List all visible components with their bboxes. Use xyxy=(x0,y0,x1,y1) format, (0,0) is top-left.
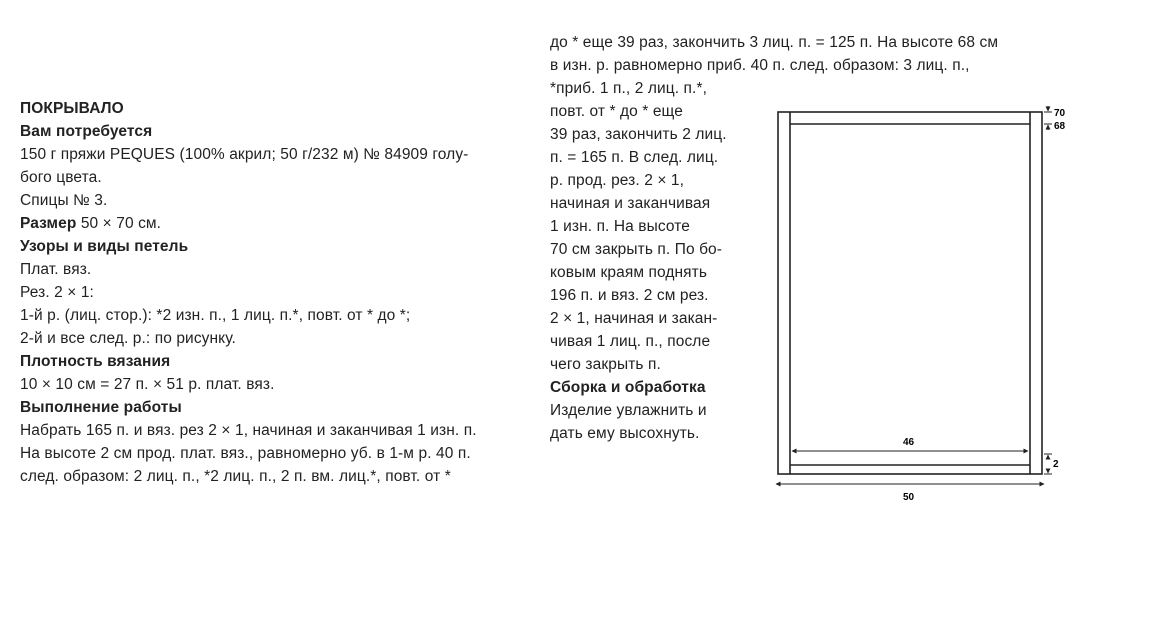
continuation-line-6: п. = 165 п. В след. лиц. xyxy=(550,149,719,166)
pattern-line-3: 1-й р. (лиц. стор.): *2 изн. п., 1 лиц. п.*, повт. от * до *; xyxy=(20,307,411,324)
pattern-line-4: 2-й и все след. р.: по рисунку. xyxy=(20,330,236,347)
section-heading-materials: Вам потребуется xyxy=(20,123,153,140)
continuation-line-11: ковым краям поднять xyxy=(550,264,708,281)
assembly-line-2: дать ему высохнуть. xyxy=(550,425,700,442)
pattern-line-2: Рез. 2 × 1: xyxy=(20,284,94,301)
section-heading-assembly: Сборка и обработка xyxy=(550,379,706,396)
needles-line: Спицы № 3. xyxy=(20,192,108,209)
continuation-line-2: в изн. р. равномерно приб. 40 п. след. образом: 3 лиц. п., xyxy=(550,57,970,74)
label-height-70: 70 xyxy=(1054,108,1066,119)
border-dimension-bottom xyxy=(1044,454,1052,474)
continuation-line-14: чивая 1 лиц. п., после xyxy=(550,333,711,350)
section-heading-size: Размер xyxy=(20,215,77,232)
height-dimension-top xyxy=(1044,106,1052,130)
continuation-line-5: 39 раз, закончить 2 лиц. xyxy=(550,126,727,143)
continuation-line-10: 70 см закрыть п. По бо- xyxy=(550,241,723,258)
section-heading-gauge: Плотность вязания xyxy=(20,353,171,370)
materials-line-1: 150 г пряжи PEQUES (100% акрил; 50 г/232 м) № 84909 голу- xyxy=(20,146,469,163)
assembly-line-1: Изделие увлажнить и xyxy=(550,402,707,419)
label-border-2: 2 xyxy=(1053,459,1059,470)
pattern-title: ПОКРЫВАЛО xyxy=(20,100,124,117)
continuation-line-1: до * еще 39 раз, закончить 3 лиц. п. = 125 п. На высоте 68 см xyxy=(550,34,999,51)
materials-line-2: бого цвета. xyxy=(20,169,102,186)
label-width-50: 50 xyxy=(903,492,915,503)
label-height-68: 68 xyxy=(1054,121,1066,132)
section-heading-instructions: Выполнение работы xyxy=(20,399,182,416)
size-line xyxy=(20,212,161,235)
gauge-line: 10 × 10 см = 27 п. × 51 р. плат. вяз. xyxy=(20,376,275,393)
continuation-line-13: 2 × 1, начиная и закан- xyxy=(550,310,718,327)
continuation-line-3: *приб. 1 п., 2 лиц. п.*, xyxy=(550,80,707,97)
continuation-line-7: р. прод. рез. 2 × 1, xyxy=(550,172,685,189)
instructions-line-3: след. образом: 2 лиц. п., *2 лиц. п., 2 п. вм. лиц.*, повт. от * xyxy=(20,468,451,485)
continuation-line-9: 1 изн. п. На высоте xyxy=(550,218,691,235)
label-width-46: 46 xyxy=(903,437,915,448)
section-heading-patterns: Узоры и виды петель xyxy=(20,238,189,255)
left-text-column xyxy=(20,97,540,497)
continuation-line-15: чего закрыть п. xyxy=(550,356,661,373)
blanket-outline xyxy=(778,112,1042,474)
instructions-line-2: На высоте 2 см прод. плат. вяз., равномерно уб. в 1-м р. 40 п. xyxy=(20,445,471,462)
blanket-schematic xyxy=(760,100,1080,515)
size-value: 50 × 70 см. xyxy=(76,215,162,232)
continuation-line-12: 196 п. и вяз. 2 см рез. xyxy=(550,287,709,304)
instructions-line-1: Набрать 165 п. и вяз. рез 2 × 1, начиная и заканчивая 1 изн. п. xyxy=(20,422,477,439)
continuation-line-4: повт. от * до * еще xyxy=(550,103,683,120)
pattern-line-1: Плат. вяз. xyxy=(20,261,92,278)
continuation-line-8: начиная и заканчивая xyxy=(550,195,711,212)
